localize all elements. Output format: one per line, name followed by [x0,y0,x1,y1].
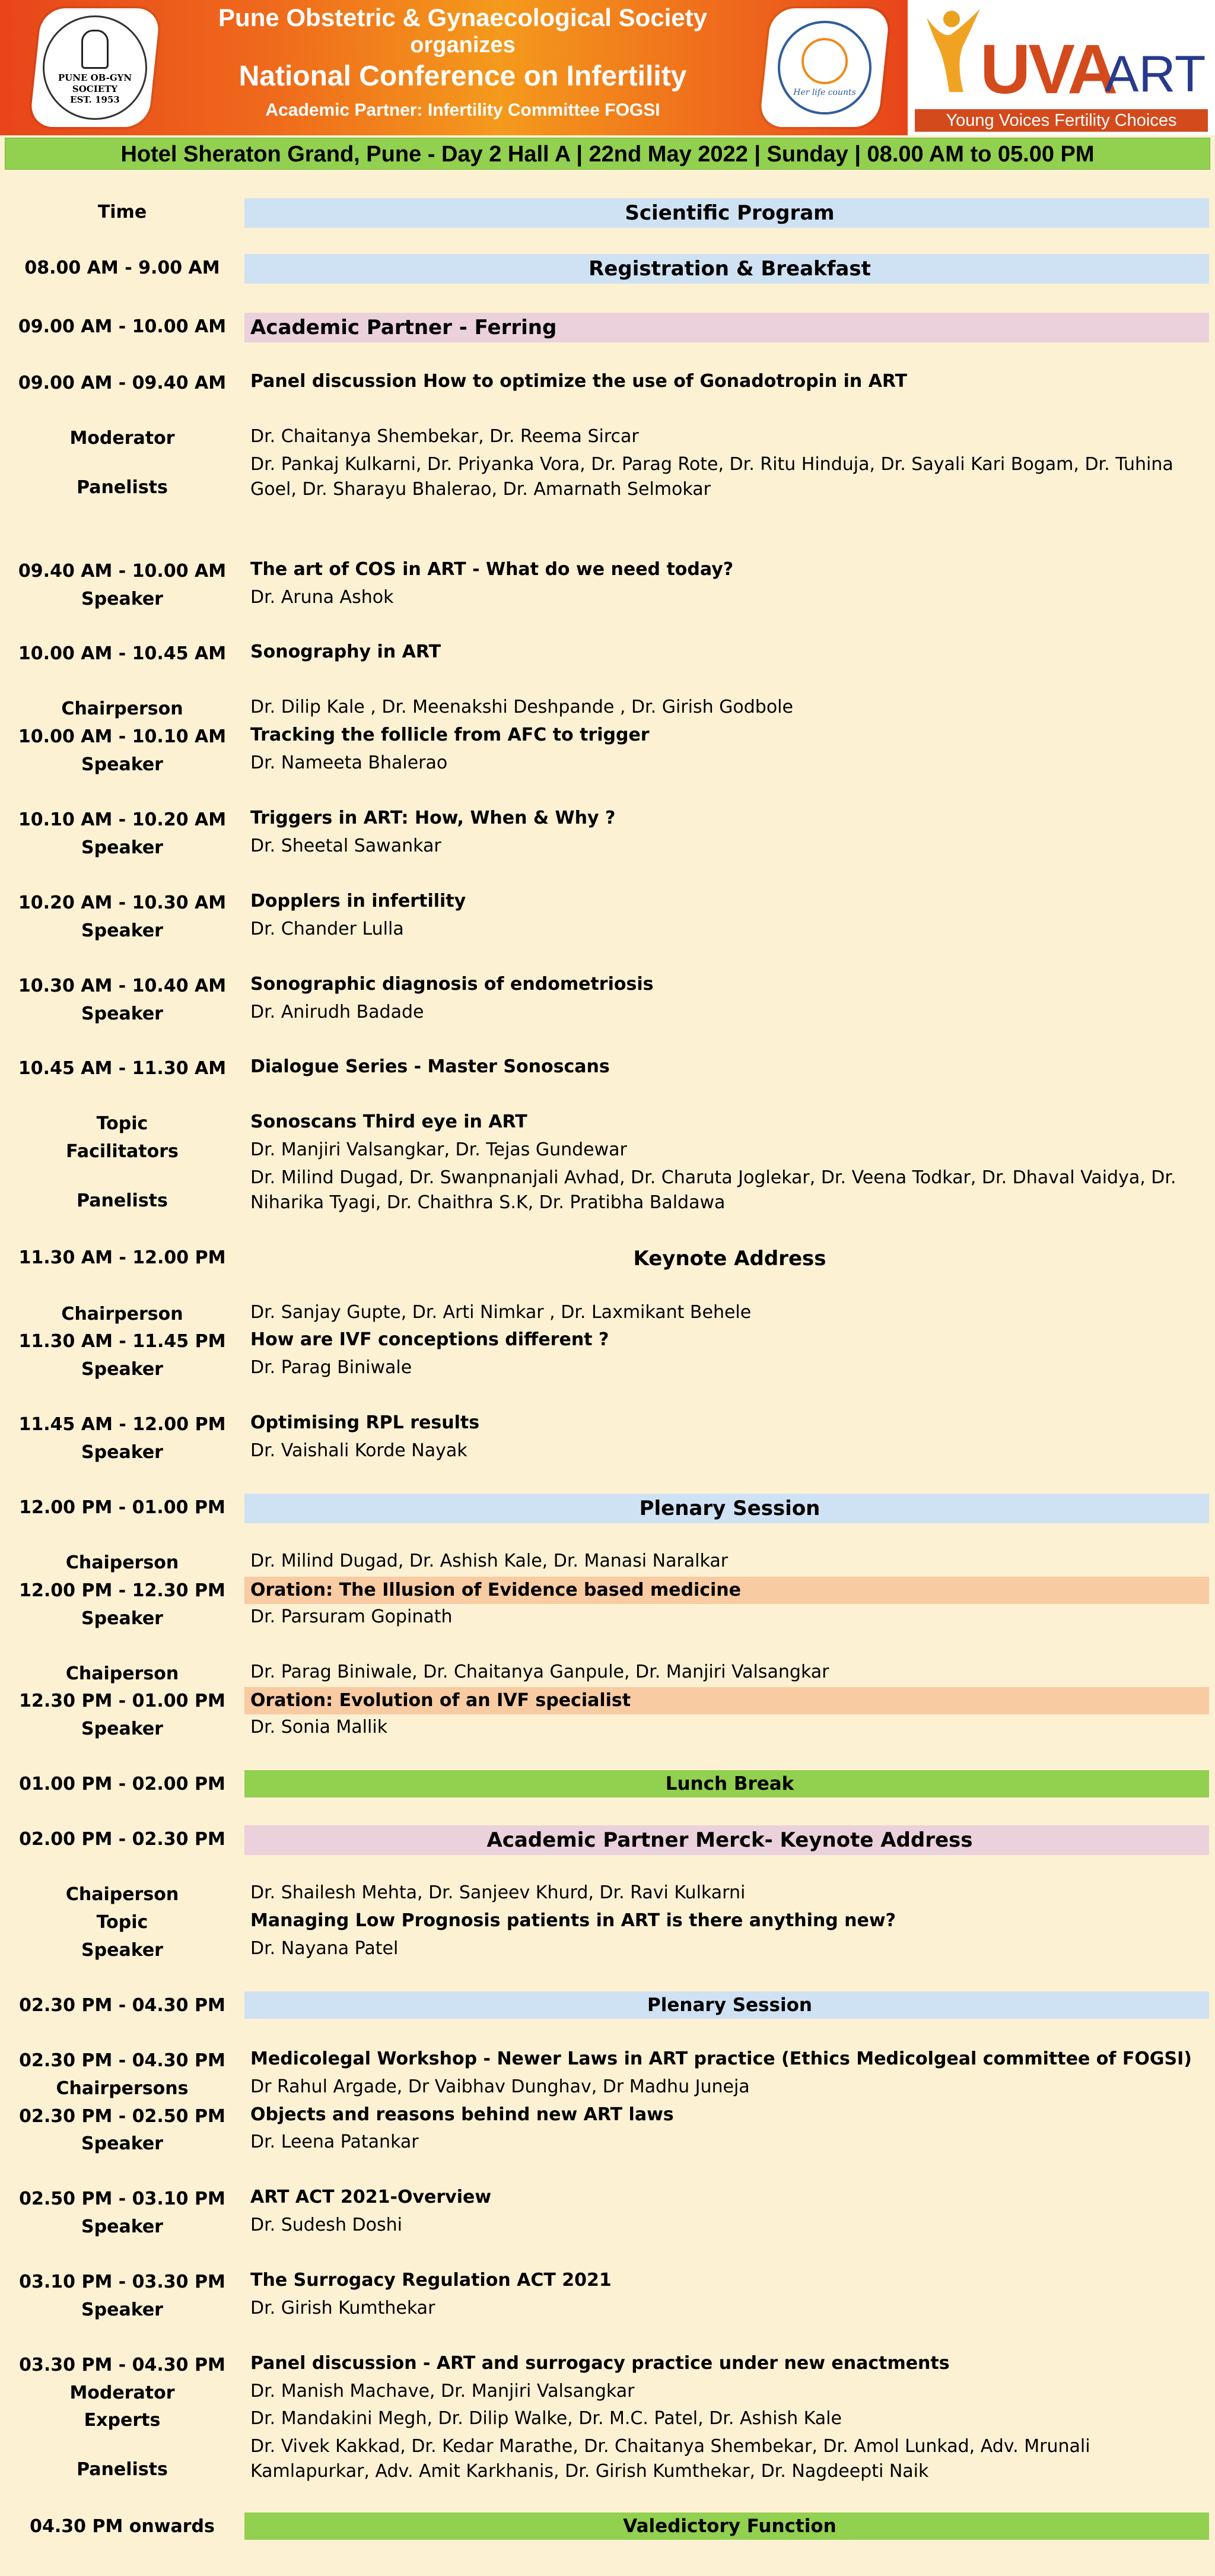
row-time: 10.10 AM - 10.20 AM [18,809,227,830]
oration-title: Oration: Evolution of an IVF specialist [244,1687,1209,1714]
plenary-session: Plenary Session [244,1494,1209,1523]
row-names: Dr. Leena Patankar [250,2132,419,2152]
row-time: 10.45 AM - 11.30 AM [18,1058,227,1079]
time-header: Time [97,202,147,223]
row-role: Speaker [81,2216,163,2237]
row-names: Dr. Manish Machave, Dr. Manjiri Valsangkar [250,2381,635,2402]
row-names: Dr. Vivek Kakkad, Dr. Kedar Marathe, Dr. Chaitanya Shembekar, Dr. Amol Lunkad, Adv. Mrunali Kamlapurkar, Adv. Amit Karkhanis, Dr. Girish Kumthekar, Dr. Nagdeepti Naik [250,2436,1090,2482]
mother-child-icon [801,38,848,84]
row-time: 02.00 PM - 02.30 PM [19,1829,225,1850]
row-names: Dr. Nayana Patel [250,1938,399,1959]
row-time: 09.40 AM - 10.00 AM [18,561,227,582]
row-names: Dr. Vaishali Korde Nayak [250,1440,467,1461]
row-role: Speaker [81,1442,163,1463]
row-time: 09.00 AM - 10.00 AM [18,316,227,337]
row-names: Dr. Chaitanya Shembekar, Dr. Reema Sircar [250,426,639,447]
mother-figure-icon [81,30,109,69]
row-time: 08.00 AM - 9.00 AM [24,258,220,278]
banner-orange-panel [0,0,908,135]
row-title: Panel discussion - ART and surrogacy practice under new enactments [250,2353,950,2374]
row-time: 10.00 AM - 10.45 AM [18,643,227,664]
pogs-logo-line-1: PUNE OB-GYN [58,72,132,83]
row-names: Dr. Parag Biniwale, Dr. Chaitanya Ganpule, Dr. Manjiri Valsangkar [250,1662,829,1682]
banner-title-block [166,4,759,126]
row-time: 10.30 AM - 10.40 AM [18,976,227,996]
registration-breakfast: Registration & Breakfast [244,254,1209,284]
row-time: 11.45 AM - 12.00 PM [18,1414,226,1435]
row-role: Speaker [81,1608,163,1629]
row-time: 04.30 PM onwards [30,2516,215,2537]
uva-tagline: Young Voices Fertility Choices [915,109,1208,132]
venue-bar: Hotel Sheraton Grand, Pune - Day 2 Hall A | 22nd May 2022 | Sunday | 08.00 AM to 05.00 PM [5,138,1210,170]
row-role: Speaker [81,920,163,941]
row-role: Speaker [81,837,163,858]
row-title: Optimising RPL results [250,1412,480,1433]
row-title: Triggers in ART: How, When & Why ? [250,808,616,828]
row-names: Dr. Aruna Ashok [250,587,394,608]
row-names: Dr. Sanjay Gupte, Dr. Arti Nimkar , Dr. Laxmikant Behele [250,1302,752,1323]
row-time: 03.10 PM - 03.30 PM [19,2272,225,2292]
art-wordmark: ART [1105,46,1206,103]
row-names: Dr. Sudesh Doshi [250,2215,402,2235]
row-role: Chaiperson [65,1884,179,1905]
academic-partner-text: Academic Partner: Infertility Committee FOGSI [265,100,660,120]
uva-logo-frame [915,6,1208,108]
row-role: Topic [96,1113,148,1134]
row-names: Dr Rahul Argade, Dr Vaibhav Dunghav, Dr Madhu Juneja [250,2076,750,2097]
uva-wordmark: UVA [980,30,1116,109]
row-time: 10.00 AM - 10.10 AM [18,726,227,747]
academic-partner-merck: Academic Partner Merck- Keynote Address [244,1825,1209,1855]
organizes-text: organizes [410,33,516,58]
plenary-session: Plenary Session [244,1991,1209,2019]
row-role: Speaker [81,1719,163,1739]
row-names: Dr. Milind Dugad, Dr. Ashish Kale, Dr. Manasi Naralkar [250,1551,729,1571]
row-role: Speaker [81,589,163,609]
row-time: 12.30 PM - 01.00 PM [19,1691,225,1711]
row-role: Moderator [69,428,175,449]
row-title: Medicolegal Workshop - Newer Laws in ART practice (Ethics Medicolgeal committee of FOGSI) [250,2048,1192,2069]
row-title: Sonoscans Third eye in ART [250,1111,527,1132]
row-title: ART ACT 2021-Overview [250,2187,492,2207]
row-title: Dopplers in infertility [250,891,466,911]
row-role: Topic [96,1912,148,1933]
row-title: Sonography in ART [250,641,441,662]
row-names: Dr. Mandakini Megh, Dr. Dilip Walke, Dr. M.C. Patel, Dr. Ashish Kale [250,2408,842,2429]
row-time: 02.50 PM - 03.10 PM [19,2189,225,2209]
conference-banner [0,0,1215,135]
row-time: 02.30 PM - 04.30 PM [19,1995,225,2016]
row-time: 10.20 AM - 10.30 AM [18,892,227,913]
row-role: Chaiperson [65,1663,179,1684]
row-title: Tracking the follicle from AFC to trigger [250,725,650,745]
society-name: Pune Obstetric & Gynaecological Society [218,4,707,31]
her-life-counts-logo [759,8,890,127]
row-title: Sonographic diagnosis of endometriosis [250,974,654,995]
row-role: Panelists [77,477,168,498]
row-names: Dr. Girish Kumthekar [250,2298,435,2318]
row-title: The art of COS in ART - What do we need today? [250,559,734,580]
pogs-seal-icon [43,15,147,120]
row-role: Chairperson [61,698,183,719]
row-role: Speaker [81,1940,163,1961]
oration-title: Oration: The Illusion of Evidence based medicine [244,1577,1209,1604]
pogs-logo-line-2: SOCIETY [72,83,118,94]
uva-figure-icon [921,6,986,95]
row-names: Dr. Sonia Mallik [250,1717,388,1738]
row-title: How are IVF conceptions different ? [250,1329,609,1350]
pogs-logo-line-3: EST. 1953 [70,94,120,106]
row-title: Panel discussion How to optimize the use of Gonadotropin in ART [250,371,908,392]
row-title: Objects and reasons behind new ART laws [250,2104,674,2125]
row-role: Moderator [69,2383,175,2403]
row-time: 02.30 PM - 02.50 PM [19,2106,225,2127]
row-names: Dr. Shailesh Mehta, Dr. Sanjeev Khurd, Dr. Ravi Kulkarni [250,1882,746,1903]
row-role: Speaker [81,1359,163,1380]
valedictory-function: Valedictory Function [244,2513,1209,2540]
row-role: Facilitators [66,1141,179,1162]
academic-partner-ferring: Academic Partner - Ferring [244,313,1209,342]
row-role: Panelists [77,2459,168,2480]
row-role: Chairpersons [56,2078,189,2099]
pogs-logo [29,8,160,127]
row-names: Dr. Manjiri Valsangkar, Dr. Tejas Gundewar [250,1139,627,1160]
row-time: 12.00 PM - 01.00 PM [19,1497,225,1518]
row-time: 09.00 AM - 09.40 AM [18,373,227,393]
lunch-break: Lunch Break [244,1770,1209,1797]
row-names: Dr. Milind Dugad, Dr. Swanpnanjali Avhad, Dr. Charuta Joglekar, Dr. Veena Todkar, Dr. Dhaval Vaidya, Dr. Niharika Tyagi, Dr. Chaithra S.K, Dr. Pratibha Baldawa [250,1167,1176,1213]
row-title: Managing Low Prognosis patients in ART is there anything new? [250,1910,896,1931]
conference-title: National Conference on Infertility [238,61,687,92]
row-time: 11.30 AM - 11.45 PM [18,1331,226,1352]
keynote-address: Keynote Address [633,1247,826,1270]
row-time: 12.00 PM - 12.30 PM [19,1580,225,1601]
row-role: Panelists [77,1190,168,1211]
program-header: Scientific Program [244,198,1209,228]
row-names: Dr. Nameeta Bhalerao [250,752,448,773]
row-role: Speaker [81,754,163,775]
her-life-counts-tag: Her life counts [793,88,856,97]
row-names: Dr. Parag Biniwale [250,1357,412,1378]
row-names: Dr. Anirudh Badade [250,1002,424,1022]
row-names: Dr. Parsuram Gopinath [250,1606,453,1627]
row-role: Speaker [81,2133,163,2154]
row-names: Dr. Sheetal Sawankar [250,836,441,856]
row-names: Dr. Chander Lulla [250,919,404,939]
row-role: Chairperson [61,1304,183,1324]
row-time: 11.30 AM - 12.00 PM [18,1247,226,1268]
row-names: Dr. Pankaj Kulkarni, Dr. Priyanka Vora, Dr. Parag Rote, Dr. Ritu Hinduja, Dr. Sayali Kari Bogam, Dr. Tuhina Goel, Dr. Sharayu Bhalerao, Dr. Amarnath Selmokar [250,454,1173,500]
row-role: Experts [84,2410,161,2431]
row-time: 01.00 PM - 02.00 PM [19,1774,225,1794]
row-time: 02.30 PM - 04.30 PM [19,2050,225,2071]
row-title: Dialogue Series - Master Sonoscans [250,1056,610,1077]
row-role: Chaiperson [65,1552,179,1573]
uva-art-logo [908,0,1215,135]
row-role: Speaker [81,1003,163,1024]
row-title: The Surrogacy Regulation ACT 2021 [250,2270,612,2291]
row-names: Dr. Dilip Kale , Dr. Meenakshi Deshpande , Dr. Girish Godbole [250,697,793,717]
row-role: Speaker [81,2299,163,2320]
row-time: 03.30 PM - 04.30 PM [19,2355,225,2375]
her-life-counts-icon [778,21,872,115]
